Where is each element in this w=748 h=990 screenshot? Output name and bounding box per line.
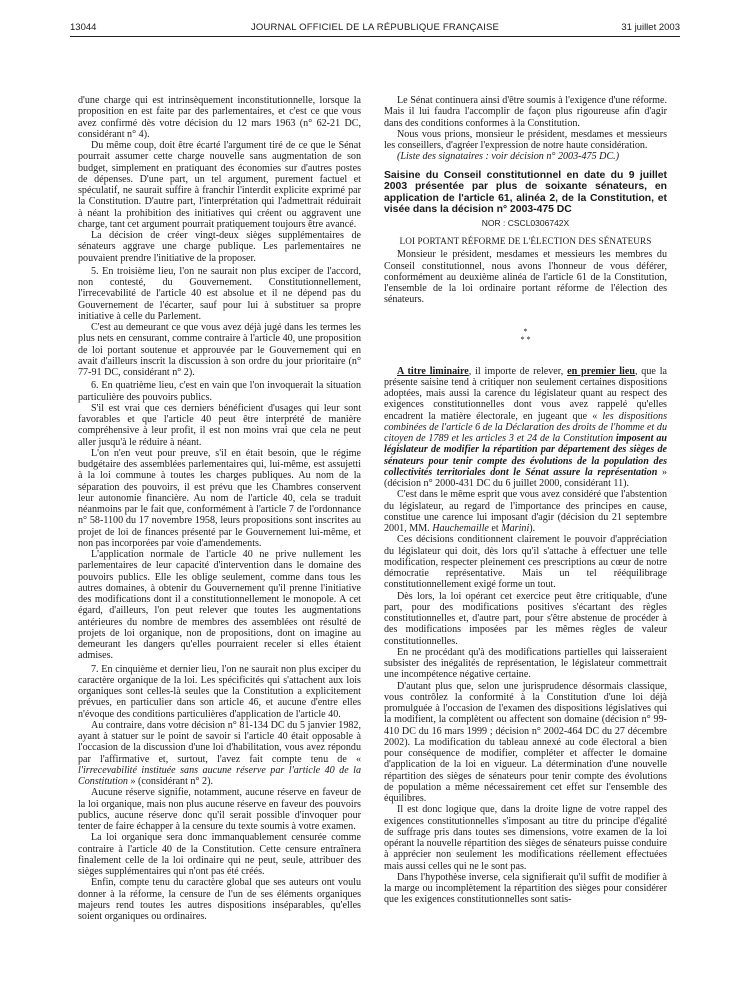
paragraph: D'autant plus que, selon une jurisprudence désormais classique, vous contrôlez la conformité à la Constitution d'une loi déjà promulguée à l'occasion de l'examen des dispositions législatives qui la modifient, la complètent ou affectent son domaine (décision n° 99-410 DC du 16 mars 1999 ; décision n° 2002-464 DC du 27 décembre 2002). La modification du tableau annexé au code électoral a bien pour conséquence de modifier, compléter et affecter le domaine d'application de la loi en vigueur. La détermination d'une nouvelle répartition des sièges de sénateurs pour tenir compte des évolutions de population a même nécessairement cet effet sur l'ensemble des équilibres. <box>384 680 667 805</box>
header-rule <box>70 36 680 37</box>
paragraph <box>78 720 361 788</box>
paragraph: Enfin, compte tenu du caractère global que ses auteurs ont voulu donner à la réforme, la censure de l'un de ses éléments organiques majeurs rend toutes les autres dispositions inséparables, qu'elles soient organiques ou ordinaires. <box>78 877 361 922</box>
saisine-title: Saisine du Conseil constitutionnel en date du 9 juillet 2003 présentée par plus de soixante sénateurs, en application de l'article 61, alinéa 2, de la Constitution, et visée dans la décision n° 2003-475 DC <box>384 169 667 216</box>
left-column <box>78 95 361 975</box>
underlined-heading: en premier lieu <box>567 365 635 377</box>
paragraph: L'on n'en veut pour preuve, s'il en était besoin, que le régime budgétaire des assemblées parlementaires qui, lui-même, est assujetti à la loi commune à toutes les charges publiques. Au nom de la séparation des pouvoirs, il est prévu que les Chambres conservent leur autonomie financière. Au nom de l'article 40, cela se traduit néanmoins par le fait que, conformément à l'article 7 de l'ordonnance n° 58-1100 du 17 novembre 1958, leurs propositions sont inscrites au projet de loi de finances présenté par le Gouvernement lui-même, et non pas incorporées par voie d'amendements. <box>78 447 361 549</box>
paragraph: C'est au demeurant ce que vous avez déjà jugé dans les termes les plus nets en censurant, comme contraire à l'article 40, une proposition de loi portant soutenue et approuvée par le Gouvernement qui en avait d'ailleurs inscrit la discussion à son ordre du jour prioritaire (n° 77-91 DC, considérant n° 2). <box>78 322 361 378</box>
right-column <box>384 95 667 975</box>
paragraph: S'il est vrai que ces derniers bénéficient d'usages qui leur sont favorables et que l'article 40 peut être interprété de manière compréhensive à leur profit, il est non moins vrai que cela ne peut aller jusqu'à le réduire à néant. <box>78 402 361 448</box>
page-header <box>70 20 680 36</box>
paragraph: Monsieur le président, mesdames et messieurs les membres du Conseil constitutionnel, nous avons l'honneur de vous déférer, conformément au deuxième alinéa de l'article 61 de la Constitution, l'ensemble de la loi ordinaire portant réforme de l'élection des sénateurs. <box>384 249 667 306</box>
quotation: l'irrecevabilité instituée sans aucune réserve par l'article 40 de la Constitution <box>78 764 361 787</box>
text-run: ). <box>529 523 536 535</box>
separator-star-bottom: * * <box>520 334 531 344</box>
text-run: Au contraire, dans votre décision n° 81-134 DC du 5 janvier 1982, ayant à statuer sur le point de savoir si l'article 40 était opposable à l'occasion de la discussion d'une loi d'habilitation, vous avez répondu par l'affirmative et, surtout, l'avez fait compte tenu de « <box>78 719 361 765</box>
name: Marini <box>501 523 530 535</box>
paragraph: Dès lors, la loi opérant cet exercice peut être critiquable, d'une part, pour des modifications positives s'écartant des règles constitutionnelles et, d'autre part, pour s'être abstenue de procéder à des modifications imposées par les mêmes règles de valeur constitutionnelles. <box>384 590 667 647</box>
journal-title: JOURNAL OFFICIEL DE LA RÉPUBLIQUE FRANÇAISE <box>250 22 500 33</box>
numbered-paragraph: 7. En cinquième et dernier lieu, l'on ne saurait non plus exciper du caractère organique de la loi. Les spécificités qui s'attachent aux lois organiques sont celles-là seules que la Constitution a explicitement prévues, en particulier dans son article 46, et aucune d'entre elles n'évoque des conditions particulières d'application de l'article 40. <box>78 663 361 720</box>
text-run: , il importe de relever, <box>468 365 568 377</box>
paragraph: La loi organique sera donc immanquablement censurée comme contraire à l'article 40 de la Constitution. Cette censure entraînera finalement celle de la loi ordinaire qui ne peut, seule, attribuer des sièges supplémentaires qui n'ont pas été créés. <box>78 832 361 877</box>
nor-reference: NOR : CSCL0306742X <box>481 217 570 228</box>
page-number: 13044 <box>70 22 97 33</box>
paragraph <box>384 366 667 490</box>
quotation-emphasis: imposent au législateur de modifier la répartition par département des sièges de sénateurs pour tenir compte des évolutions de la population des collectivités territoriales dont le Sénat assure la représentation <box>384 433 667 478</box>
text-run: C'est dans le même esprit que vous avez considéré que l'abstention du législateur, au regard de l'importance des principes en cause, constitue une carence lui imposant d'agir (décision du 21 septembre 2001, MM. <box>384 489 667 535</box>
numbered-paragraph: 6. En quatrième lieu, c'est en vain que l'on invoquerait la situation particulière des pouvoirs publics. <box>78 380 361 403</box>
signatories-text: (Liste des signataires : voir décision n° 2003-475 DC.) <box>397 151 620 163</box>
paragraph: L'application normale de l'article 40 ne prive nullement les parlementaires de leur capacité d'intervention dans le domaine des pouvoirs publics. Elle les oblige seulement, comme dans tous les autres domaines, à obtenir du Gouvernement qu'il prenne l'initiative des modifications dont il a constitutionnellement le monopole. A cet égard, d'ailleurs, l'on peut relever que toutes les augmentations antérieures du nombre de membres des assemblées ont résulté de projets de loi organique, non de propositions, dont on imagine au demeurant les dangers qu'elles pourraient receler si elles étaient admises. <box>78 549 361 662</box>
paragraph: La décision de créer vingt-deux sièges supplémentaires de sénateurs aggrave une charge publique. Les parlementaires ne pouvaient prendre l'initiative de la proposer. <box>78 230 361 264</box>
publication-date: 31 juillet 2003 <box>621 22 680 33</box>
paragraph: Aucune réserve signifie, notamment, aucune réserve en faveur de la loi organique, mais non plus aucune réserve en faveur des pouvoirs publics, aucune réserve donc qu'il serait possible d'invoquer pour tenter de faire échapper à la censure du texte soumis à votre examen. <box>78 787 361 832</box>
text-run: » (décision n° 2000-431 DC du 6 juillet 2000, considérant 11). <box>384 466 667 490</box>
numbered-paragraph: 5. En troisième lieu, l'on ne saurait non plus exciper de l'accord, non contesté, du Gouvernement. Constitutionnellement, l'irrecevabilité de l'article 40 est absolue et il ne dépend pas du Gouvernement de l'écarter, sauf pour lui à substituer sa propre initiative à celle du Parlement. <box>78 265 361 322</box>
text-run: » (considérant n° 2). <box>127 776 213 787</box>
paragraph: En ne procédant qu'à des modifications partielles qui laisseraient subsister des inégalités de représentation, le législateur commettrait une incompétence négative certaine. <box>384 646 667 681</box>
text-run: , que la présente saisine tend à critiquer non seulement certaines dispositions adoptées, mais aussi la carence du législateur quant au respect des exigences constitutionnelles dont vous avez rappelé qu'elles encadrent la matière électorale, en jugeant que « <box>384 365 667 422</box>
paragraph: d'une charge qui est intrinsèquement inconstitutionnelle, lorsque la proposition en est faite par des parlementaires, et c'est ce que vous avez confirmé dès votre décision du 12 mars 1963 (n° 62-21 DC, considérant n° 4). <box>78 95 361 140</box>
text-run: et <box>488 523 502 535</box>
paragraph <box>384 489 667 534</box>
underlined-heading: A titre liminaire <box>397 365 469 377</box>
signatories-note <box>384 151 667 162</box>
paragraph: Du même coup, doit être écarté l'argument tiré de ce que le Sénat pourrait assumer cette charge nouvelle sans augmentation de son budget, simplement en pratiquant des économies sur d'autres postes de dépenses. D'une part, un tel argument, purement factuel et spéculatif, ne saurait suffire à franchir l'interdit explicite exprimé par la Constitution. D'autre part, l'interprétation qui l'admettrait réduirait à néant la prohibition des initiatives qui créent ou aggravent une charge, tant cet argument pourrait pratiquement toujours être avancé. <box>78 140 361 230</box>
paragraph: Il est donc logique que, dans la droite ligne de votre rappel des exigences constitutionnelles s'imposant au titre du principe d'égalité de suffrage pris dans toutes ses dimensions, votre examen de la loi opérant la nouvelle répartition des sièges de sénateurs puisse conduire à apprécier non seulement les modifications réellement effectuées mais aussi celles qui ne le sont pas. <box>384 804 667 872</box>
paragraph: Le Sénat continuera ainsi d'être soumis à l'exigence d'une réforme. Mais il lui faudra l'accomplir de façon plus rigoureuse afin d'agir dans des conditions conformes à la Constitution. <box>384 95 667 129</box>
separator-star-top: * <box>523 326 528 336</box>
paragraph: Ces décisions conditionnent clairement le pouvoir d'appréciation du législateur qui doit, dès lors qu'il s'attache à effectuer une telle modification, respecter pleinement ces prescriptions au cœur de notre démocratie représentative. Mais un tel rééquilibrage constitutionnellement exigé forme un tout. <box>384 534 667 591</box>
quotation: les dispositions combinées de l'article 6 de la Déclaration des droits de l'homme et du citoyen de 1789 et les articles 3 et 24 de la Constitution <box>384 410 667 445</box>
name: Hauchemaille <box>432 523 489 535</box>
paragraph: Dans l'hypothèse inverse, cela signifierait qu'il suffit de modifier à la marge ou incomplètement la répartition des sièges pour considérer que les exigences constitutionnelles sont satis- <box>384 871 667 906</box>
law-title: LOI PORTANT RÉFORME DE L'ÉLECTION DES SÉNATEURS <box>399 236 652 247</box>
paragraph: Nous vous prions, monsieur le président, mesdames et messieurs les conseillers, d'agréer l'expression de notre haute considération. <box>384 128 667 151</box>
